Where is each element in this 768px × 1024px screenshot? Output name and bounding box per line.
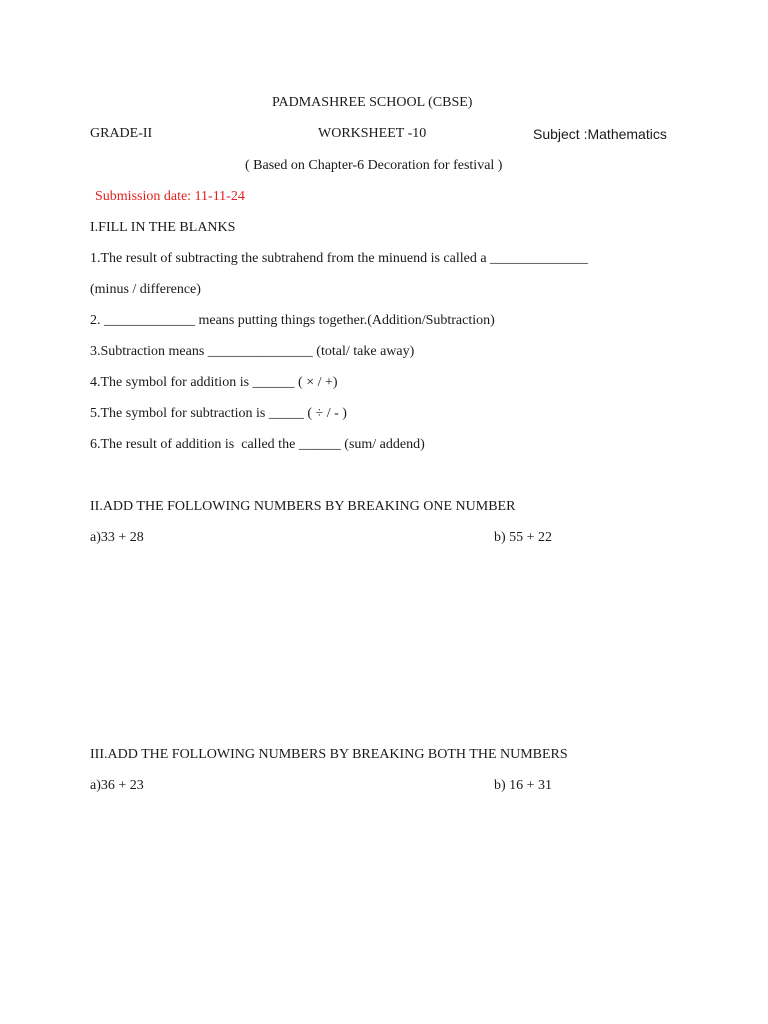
question-1-options: (minus / difference) xyxy=(90,282,201,297)
problem-3a: a)36 + 23 xyxy=(90,778,144,793)
problem-3b: b) 16 + 31 xyxy=(494,778,553,793)
problem-2a: a)33 + 28 xyxy=(90,530,144,545)
question-5: 5.The symbol for subtraction is _____ ( ÷ / - ) xyxy=(90,406,347,421)
school-name: PADMASHREE SCHOOL (CBSE) xyxy=(272,95,473,110)
question-2: 2. _____________ means putting things together.(Addition/Subtraction) xyxy=(90,313,495,328)
subject-label: Subject :Mathematics xyxy=(533,126,667,142)
submission-date: Submission date: 11-11-24 xyxy=(95,189,245,204)
chapter-note: ( Based on Chapter-6 Decoration for festival ) xyxy=(245,158,503,173)
grade-label: GRADE-II xyxy=(90,126,153,141)
section-title-break-both: III.ADD THE FOLLOWING NUMBERS BY BREAKING BOTH THE NUMBERS xyxy=(90,747,568,762)
question-3: 3.Subtraction means _______________ (total/ take away) xyxy=(90,344,415,359)
section-title-break-one: II.ADD THE FOLLOWING NUMBERS BY BREAKING ONE NUMBER xyxy=(90,499,516,514)
question-4: 4.The symbol for addition is ______ ( × / +) xyxy=(90,375,338,390)
section-title-fill-blanks: I.FILL IN THE BLANKS xyxy=(90,220,236,235)
worksheet-label: WORKSHEET -10 xyxy=(318,126,427,141)
question-1: 1.The result of subtracting the subtrahend from the minuend is called a ______________ xyxy=(90,251,589,266)
problem-2b: b) 55 + 22 xyxy=(494,530,553,545)
question-6: 6.The result of addition is called the ______ (sum/ addend) xyxy=(90,437,425,452)
